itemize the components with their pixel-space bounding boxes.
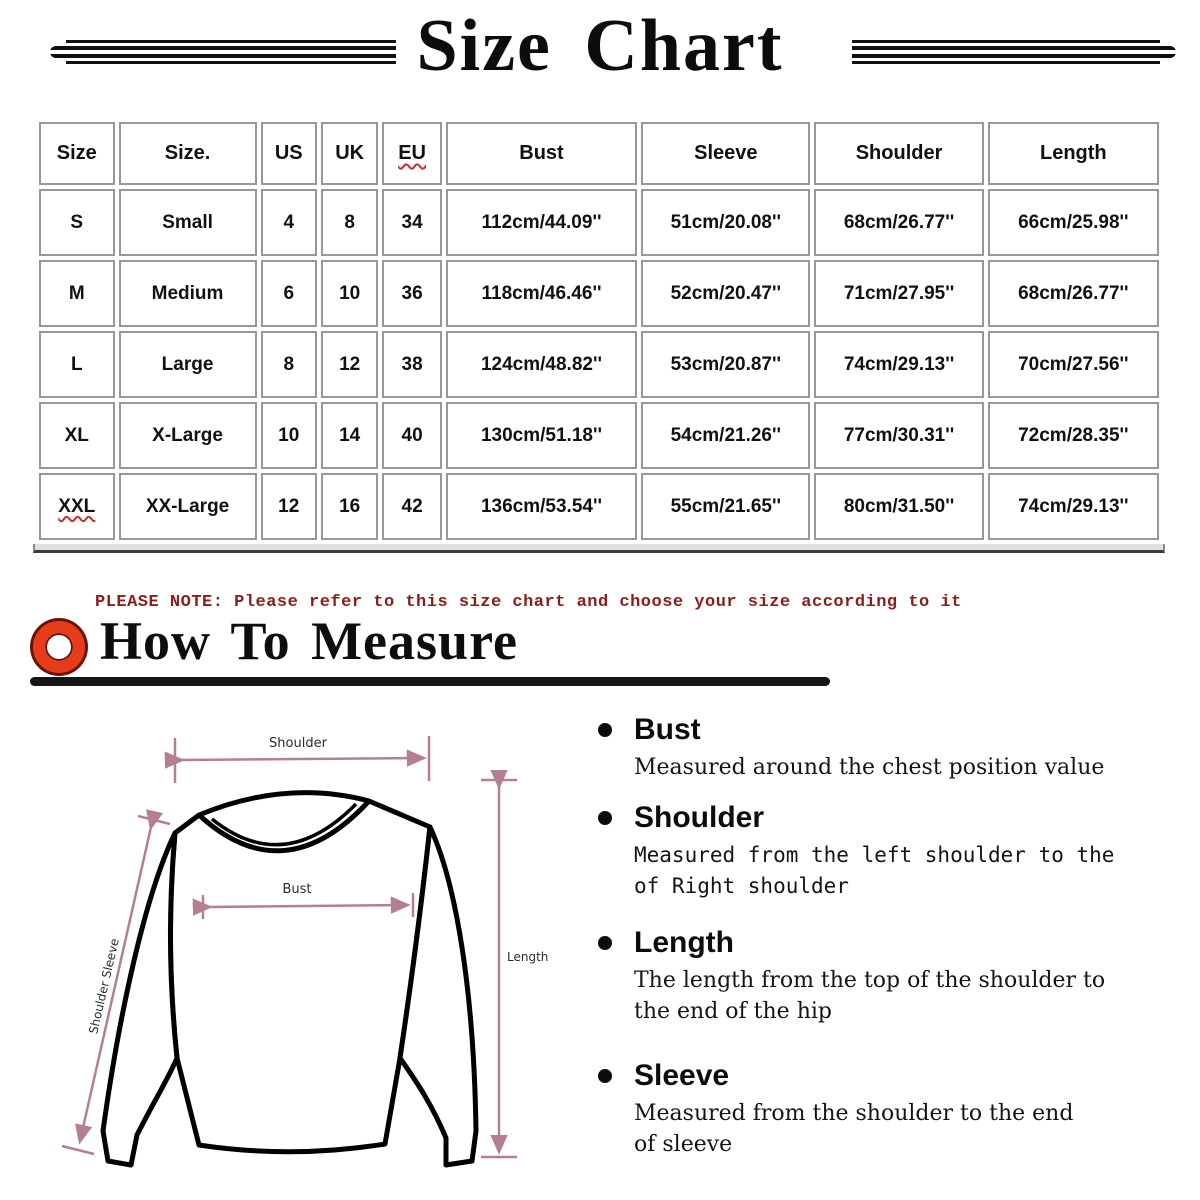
table-cell: 40 xyxy=(382,402,441,469)
measure-description-line: Measured around the chest position value xyxy=(634,755,1105,780)
measure-item xyxy=(592,925,1192,1027)
bullet-icon xyxy=(598,936,612,950)
table-cell: 77cm/30.31'' xyxy=(814,402,983,469)
diagram-shoulder-label: Shoulder xyxy=(269,736,327,751)
measure-term: Shoulder xyxy=(634,801,765,834)
table-cell: 10 xyxy=(261,402,317,469)
table-cell: Large xyxy=(119,331,257,398)
measure-description-line: Measured from the shoulder to the end xyxy=(634,1101,1074,1126)
table-cell: 54cm/21.26'' xyxy=(641,402,810,469)
measure-description xyxy=(634,752,1192,783)
measure-term: Bust xyxy=(634,713,701,746)
measure-description xyxy=(634,1098,1192,1160)
measure-description xyxy=(634,965,1192,1027)
measure-description-line: of sleeve xyxy=(634,1132,733,1157)
table-cell: X-Large xyxy=(119,402,257,469)
table-cell: 42 xyxy=(382,473,441,540)
table-cell: 52cm/20.47'' xyxy=(641,260,810,327)
measure-term: Length xyxy=(634,926,734,959)
measure-term: Sleeve xyxy=(634,1059,730,1092)
table-cell: 70cm/27.56'' xyxy=(988,331,1159,398)
table-cell: Medium xyxy=(119,260,257,327)
table-cell: 74cm/29.13'' xyxy=(988,473,1159,540)
measure-item xyxy=(592,800,1192,902)
table-cell: Small xyxy=(119,189,257,256)
measure-description-line: The length from the top of the shoulder to xyxy=(634,968,1106,993)
table-cell: 136cm/53.54'' xyxy=(446,473,637,540)
table-cell: 38 xyxy=(382,331,441,398)
table-cell: XL xyxy=(39,402,115,469)
column-header: Size. xyxy=(119,122,257,185)
column-header: Sleeve xyxy=(641,122,810,185)
table-cell: 68cm/26.77'' xyxy=(988,260,1159,327)
table-cell: 112cm/44.09'' xyxy=(446,189,637,256)
table-cell: 6 xyxy=(261,260,317,327)
table-cell: 53cm/20.87'' xyxy=(641,331,810,398)
measure-description-line: the end of the hip xyxy=(634,999,832,1024)
page-title: Size Chart xyxy=(416,5,784,87)
table-cell: 36 xyxy=(382,260,441,327)
table-cell: 66cm/25.98'' xyxy=(988,189,1159,256)
table-cell: M xyxy=(39,260,115,327)
sweater-left-sleeve xyxy=(103,833,177,1165)
measure-item xyxy=(592,1058,1192,1160)
bullet-icon xyxy=(598,723,612,737)
sweater-measure-diagram xyxy=(25,695,580,1200)
table-cell: 12 xyxy=(261,473,317,540)
column-header: Length xyxy=(988,122,1159,185)
diagram-length-label: Length xyxy=(507,950,549,964)
length-measure-arrow xyxy=(481,780,517,1157)
column-header: Bust xyxy=(446,122,637,185)
table-cell: 34 xyxy=(382,189,441,256)
diagram-shoulder-sleeve-label: Shoulder Sleeve xyxy=(86,937,122,1036)
table-cell: 118cm/46.46'' xyxy=(446,260,637,327)
table-cell: 10 xyxy=(321,260,378,327)
bullet-icon xyxy=(598,1069,612,1083)
column-header: Size xyxy=(39,122,115,185)
table-cell: 51cm/20.08'' xyxy=(641,189,810,256)
column-header: Shoulder xyxy=(814,122,983,185)
table-cell: S xyxy=(39,189,115,256)
table-cell: 16 xyxy=(321,473,378,540)
ring-bullet-icon xyxy=(33,621,85,673)
table-cell: 8 xyxy=(321,189,378,256)
measure-description-line: of Right shoulder xyxy=(634,874,849,898)
table-cell: XXL xyxy=(39,473,115,540)
table-cell: 8 xyxy=(261,331,317,398)
column-header: UK xyxy=(321,122,378,185)
please-note-text: PLEASE NOTE: Please refer to this size chart and choose your size according to it xyxy=(95,593,962,612)
table-cell: 74cm/29.13'' xyxy=(814,331,983,398)
measure-description-line: Measured from the left shoulder to the xyxy=(634,843,1115,867)
how-to-measure-title: How To Measure xyxy=(100,611,519,671)
measure-description xyxy=(634,840,1192,902)
measure-item xyxy=(592,712,1192,783)
bullet-icon xyxy=(598,811,612,825)
table-cell: 80cm/31.50'' xyxy=(814,473,983,540)
diagram-bust-label: Bust xyxy=(282,882,312,897)
table-cell: 72cm/28.35'' xyxy=(988,402,1159,469)
table-cell: 71cm/27.95'' xyxy=(814,260,983,327)
table-cell: 124cm/48.82'' xyxy=(446,331,637,398)
table-cell: 55cm/21.65'' xyxy=(641,473,810,540)
table-cell: 130cm/51.18'' xyxy=(446,402,637,469)
table-cell: 14 xyxy=(321,402,378,469)
table-cell: 4 xyxy=(261,189,317,256)
column-header: EU xyxy=(382,122,441,185)
column-header: US xyxy=(261,122,317,185)
table-cell: 12 xyxy=(321,331,378,398)
table-cell: XX-Large xyxy=(119,473,257,540)
table-cell: L xyxy=(39,331,115,398)
measure-list xyxy=(592,0,1192,1200)
table-cell: 68cm/26.77'' xyxy=(814,189,983,256)
